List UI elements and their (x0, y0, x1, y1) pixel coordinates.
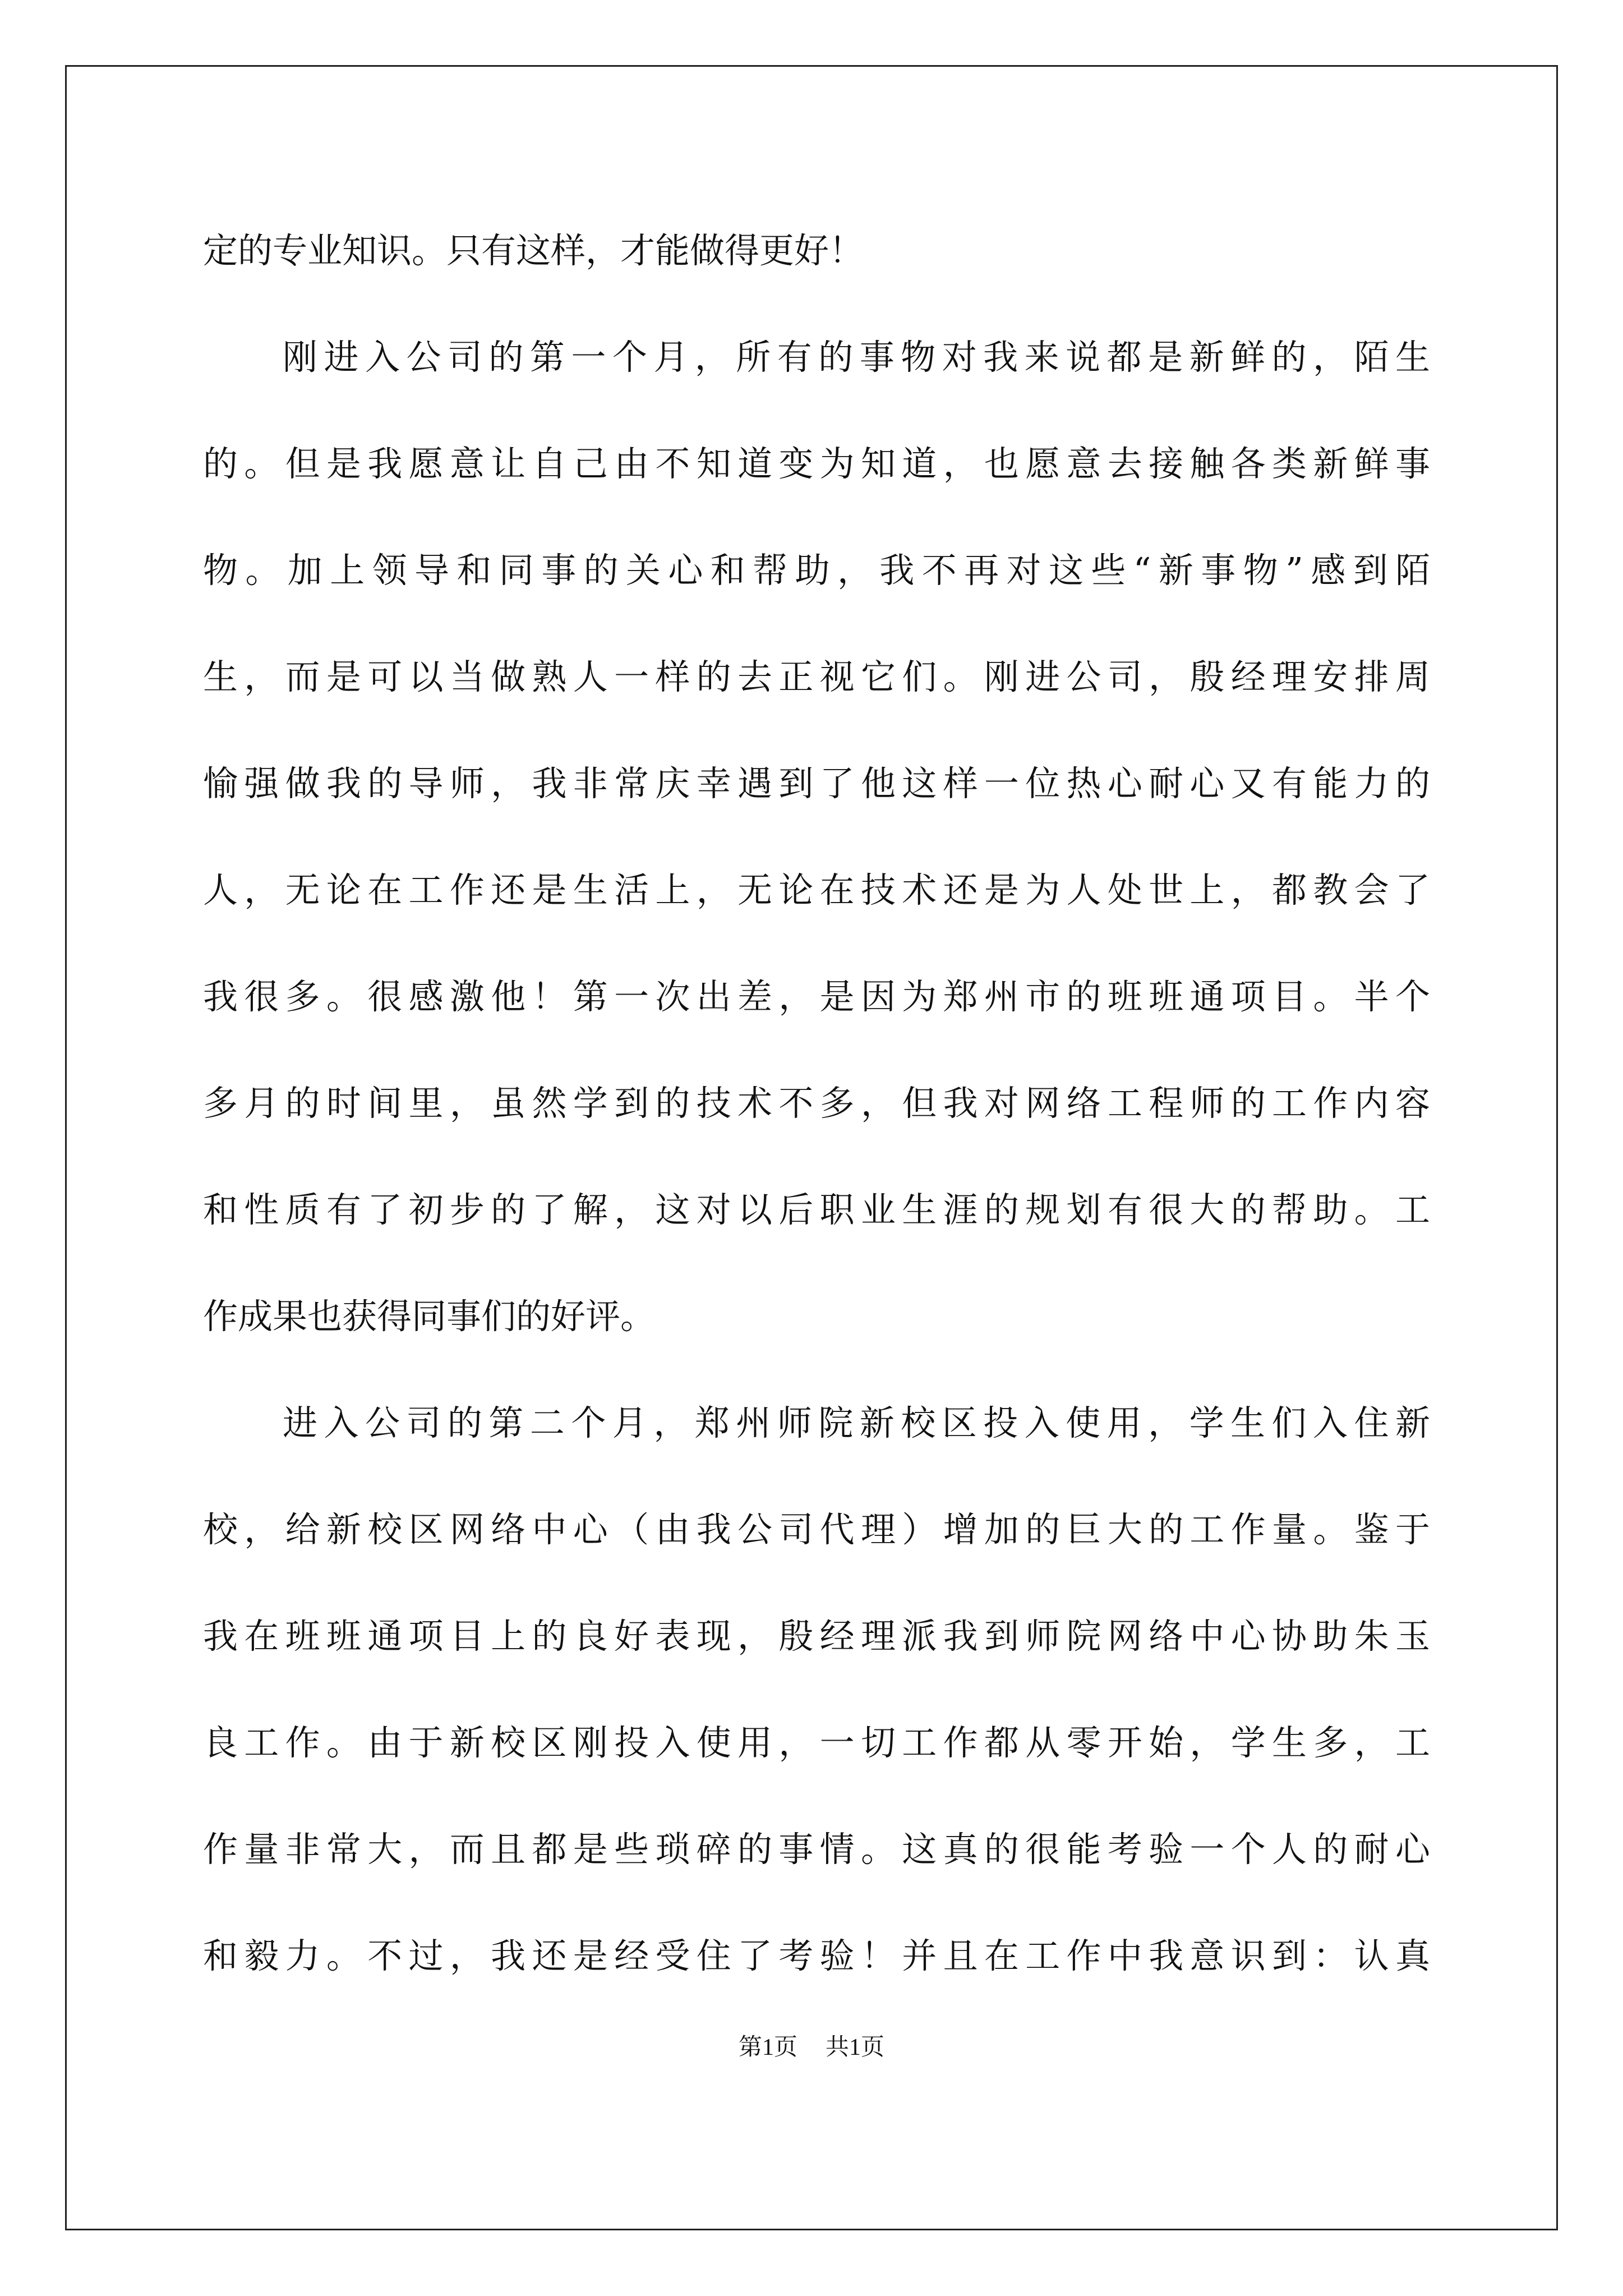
paragraph-line: 刚进入公司的第一个月，所有的事物对我来说都是新鲜的，陌生 (283, 337, 1430, 378)
paragraph-line: 我在班班通项目上的良好表现，殷经理派我到师院网络中心协助朱玉 (203, 1616, 1430, 1657)
paragraph-line: 进入公司的第二个月，郑州师院新校区投入使用，学生们入住新 (283, 1402, 1430, 1443)
page-count: 共1页 (826, 2035, 885, 2060)
paragraph-line: 愉强做我的导师，我非常庆幸遇到了他这样一位热心耐心又有能力的 (203, 763, 1430, 804)
paragraph-line: 良工作。由于新校区刚投入使用，一切工作都从零开始，学生多，工 (203, 1722, 1430, 1763)
paragraph-line: 和毅力。不过，我还是经受住了考验！并且在工作中我意识到：认真 (203, 1935, 1430, 1976)
paragraph-line: 和性质有了初步的了解，这对以后职业生涯的规划有很大的帮助。工 (203, 1189, 1430, 1230)
paragraph-line: 物。加上领导和同事的关心和帮助，我不再对这些“新事物”感到陌 (203, 550, 1430, 591)
paragraph-line: 生，而是可以当做熟人一样的去正视它们。刚进公司，殷经理安排周 (203, 656, 1430, 697)
paragraph-line: 多月的时间里，虽然学到的技术不多，但我对网络工程师的工作内容 (203, 1083, 1430, 1124)
paragraph-line: 我很多。很感激他！第一次出差，是因为郑州市的班班通项目。半个 (203, 976, 1430, 1017)
page-number: 第1页 (738, 2035, 797, 2060)
paragraph-line: 校，给新校区网络中心（由我公司代理）增加的巨大的工作量。鉴于 (203, 1509, 1430, 1550)
paragraph-line: 作量非常大，而且都是些琐碎的事情。这真的很能考验一个人的耐心 (203, 1829, 1430, 1870)
paragraph-line: 的。但是我愿意让自己由不知道变为知道，也愿意去接触各类新鲜事 (203, 443, 1430, 484)
paragraph-line: 定的专业知识。只有这样，才能做得更好！ (203, 230, 864, 271)
paragraph-line: 作成果也获得同事们的好评。 (203, 1296, 656, 1337)
paragraph-line: 人，无论在工作还是生活上，无论在技术还是为人处世上，都教会了 (203, 869, 1430, 910)
page-border (65, 65, 1558, 2230)
page-footer (0, 2031, 1623, 2064)
